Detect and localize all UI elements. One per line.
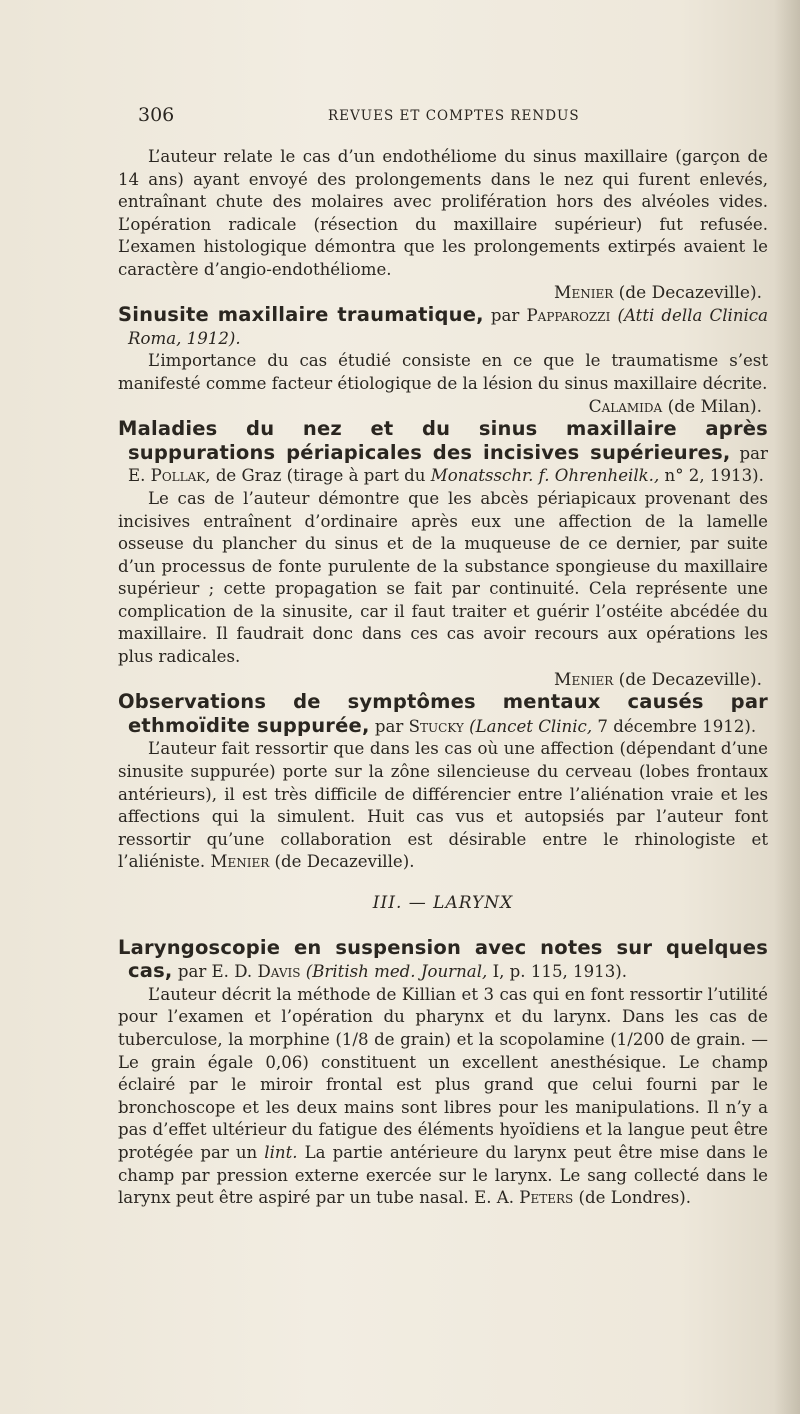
article-heading: [118, 937, 768, 984]
article-paragraph: [118, 984, 768, 1210]
article-heading: [118, 418, 768, 488]
signature-place: (de Decazeville).: [618, 669, 762, 690]
article-paragraph: Le cas de l’auteur démontre que les abcès périapicaux provenant des incisives entraînent d’ordinaire après eux une affection de la lamelle osseuse du plancher du sinus et de la muqueuse de ce dernier, par suite d’un processus de fonte purulente de la substance spongieuse du maxillaire supérieur ; cette propagation se fait par continuité. Cela représente une complication de la sinusite, car il faut traiter et guérir l’ostéite abcédée du maxillaire. Il faudrait donc dans ces cas avoir recours aux opérations les plus radicales.: [118, 488, 768, 667]
signature-name: Peters: [519, 1188, 574, 1208]
byline-middle: de Graz (tirage à part du: [215, 466, 426, 486]
article-title: Observations de symptômes mentaux causés par ethmoïdite suppurée,: [118, 690, 768, 737]
article-source: Monatsschr. f. Ohrenheilk.,: [430, 466, 660, 486]
signature-name: Menier: [210, 852, 270, 872]
signature-place: (de Decazeville).: [618, 282, 762, 303]
signature: [118, 282, 768, 305]
article-paragraph-text: L’auteur fait ressortir que dans les cas où une affection (dépendant d’une sinusite suppurée) porte sur la zône silencieuse du cerveau (lobes frontaux antérieurs), il est très difficile de différencier entre l’aliénation vraie et les affections qui la simulent. Huit cas vus et autopsiés par l’auteur font ressortir qu’une collaboration est désirable entre le rhinologiste et l’aliéniste.: [118, 739, 768, 872]
signature-initials: E. A.: [474, 1188, 514, 1208]
article-body: [118, 146, 768, 1210]
article-author: Pollak,: [150, 466, 211, 486]
article-source: (Atti della Clinica Roma, 1912).: [128, 306, 768, 348]
byline-prefix: par: [374, 716, 404, 736]
signature-name: Menier: [554, 669, 614, 690]
article-paragraph: L’auteur relate le cas d’un endothéliome du sinus maxillaire (garçon de 14 ans) ayant envoyé des prolongements dans le nez qui furent enlevés, entraînant chute des molaires avec prolifération hors des alvéoles vides. L’opération radicale (résection du maxillaire supérieur) fut refusée. L’examen histologique démontra que les prolongements extirpés avaient le caractère d’angio-endothéliome.: [118, 147, 768, 279]
byline-suffix: 7 décembre 1912).: [597, 716, 757, 736]
article-source: (British med. Journal,: [305, 962, 488, 982]
byline-prefix: par: [490, 306, 520, 326]
section-title: III. — LARYNX: [372, 893, 514, 913]
article-heading: [118, 304, 768, 350]
article-source: (Lancet Clinic,: [469, 716, 593, 736]
byline-suffix: I, p. 115, 1913).: [492, 962, 628, 982]
article-author: Stucky: [408, 716, 464, 736]
signature: [118, 396, 768, 419]
signature: [118, 669, 768, 692]
byline-suffix: n° 2, 1913).: [664, 466, 764, 486]
page-number: 306: [138, 104, 175, 126]
article-paragraph: L’importance du cas étudié consiste en ce que le traumatisme s’est manifesté comme facteur étiologique de la lésion du sinus maxillaire décrite.: [118, 351, 768, 393]
article-title: Laryngoscopie en suspension avec notes sur quelques cas,: [118, 935, 768, 983]
article-author: Davis: [257, 962, 301, 982]
article-heading: [118, 691, 768, 738]
article-title: Maladies du nez et du sinus maxillaire après suppurations périapicales des incisives supérieures,: [118, 417, 768, 464]
article-title: Sinusite maxillaire traumatique,: [118, 303, 484, 327]
byline-prefix: par E. D.: [177, 962, 253, 982]
article-paragraph: [118, 738, 768, 874]
italic-term: lint.: [264, 1142, 298, 1162]
running-title: REVUES ET COMPTES RENDUS: [328, 108, 580, 124]
byline-prefix: par E.: [128, 443, 768, 486]
signature-name: Calamida: [588, 396, 663, 417]
article-paragraph-text: La partie antérieure du larynx peut être mise dans le champ par pression externe exercée sur le larynx. Le sang collecté dans le larynx peut être aspiré par un tube nasal.: [118, 1142, 768, 1208]
signature-place: (de Milan).: [667, 396, 762, 417]
signature-place: (de Londres).: [578, 1188, 692, 1208]
signature-place: (de Decazeville).: [274, 852, 415, 872]
signature-name: Menier: [554, 282, 614, 303]
article-paragraph-text: L’auteur décrit la méthode de Killian et 3 cas qui en font ressortir l’utilité pour l’examen et l’opération du pharynx et du larynx. Dans les cas de tuberculose, la morphine (1/8 de grain) et la scopolamine (1/200 de grain. — Le grain égale 0,06) constituent un excellent anesthésique. Le champ éclairé par le miroir frontal est plus grand que celui fourni par le bronchoscope et les deux mains sont libres pour les manipulations. Il n’y a pas d’effet ultérieur du fatigue des éléments hyoïdiens et la langue peut être protégée par un: [118, 984, 768, 1162]
article-author: Papparozzi: [526, 306, 611, 326]
